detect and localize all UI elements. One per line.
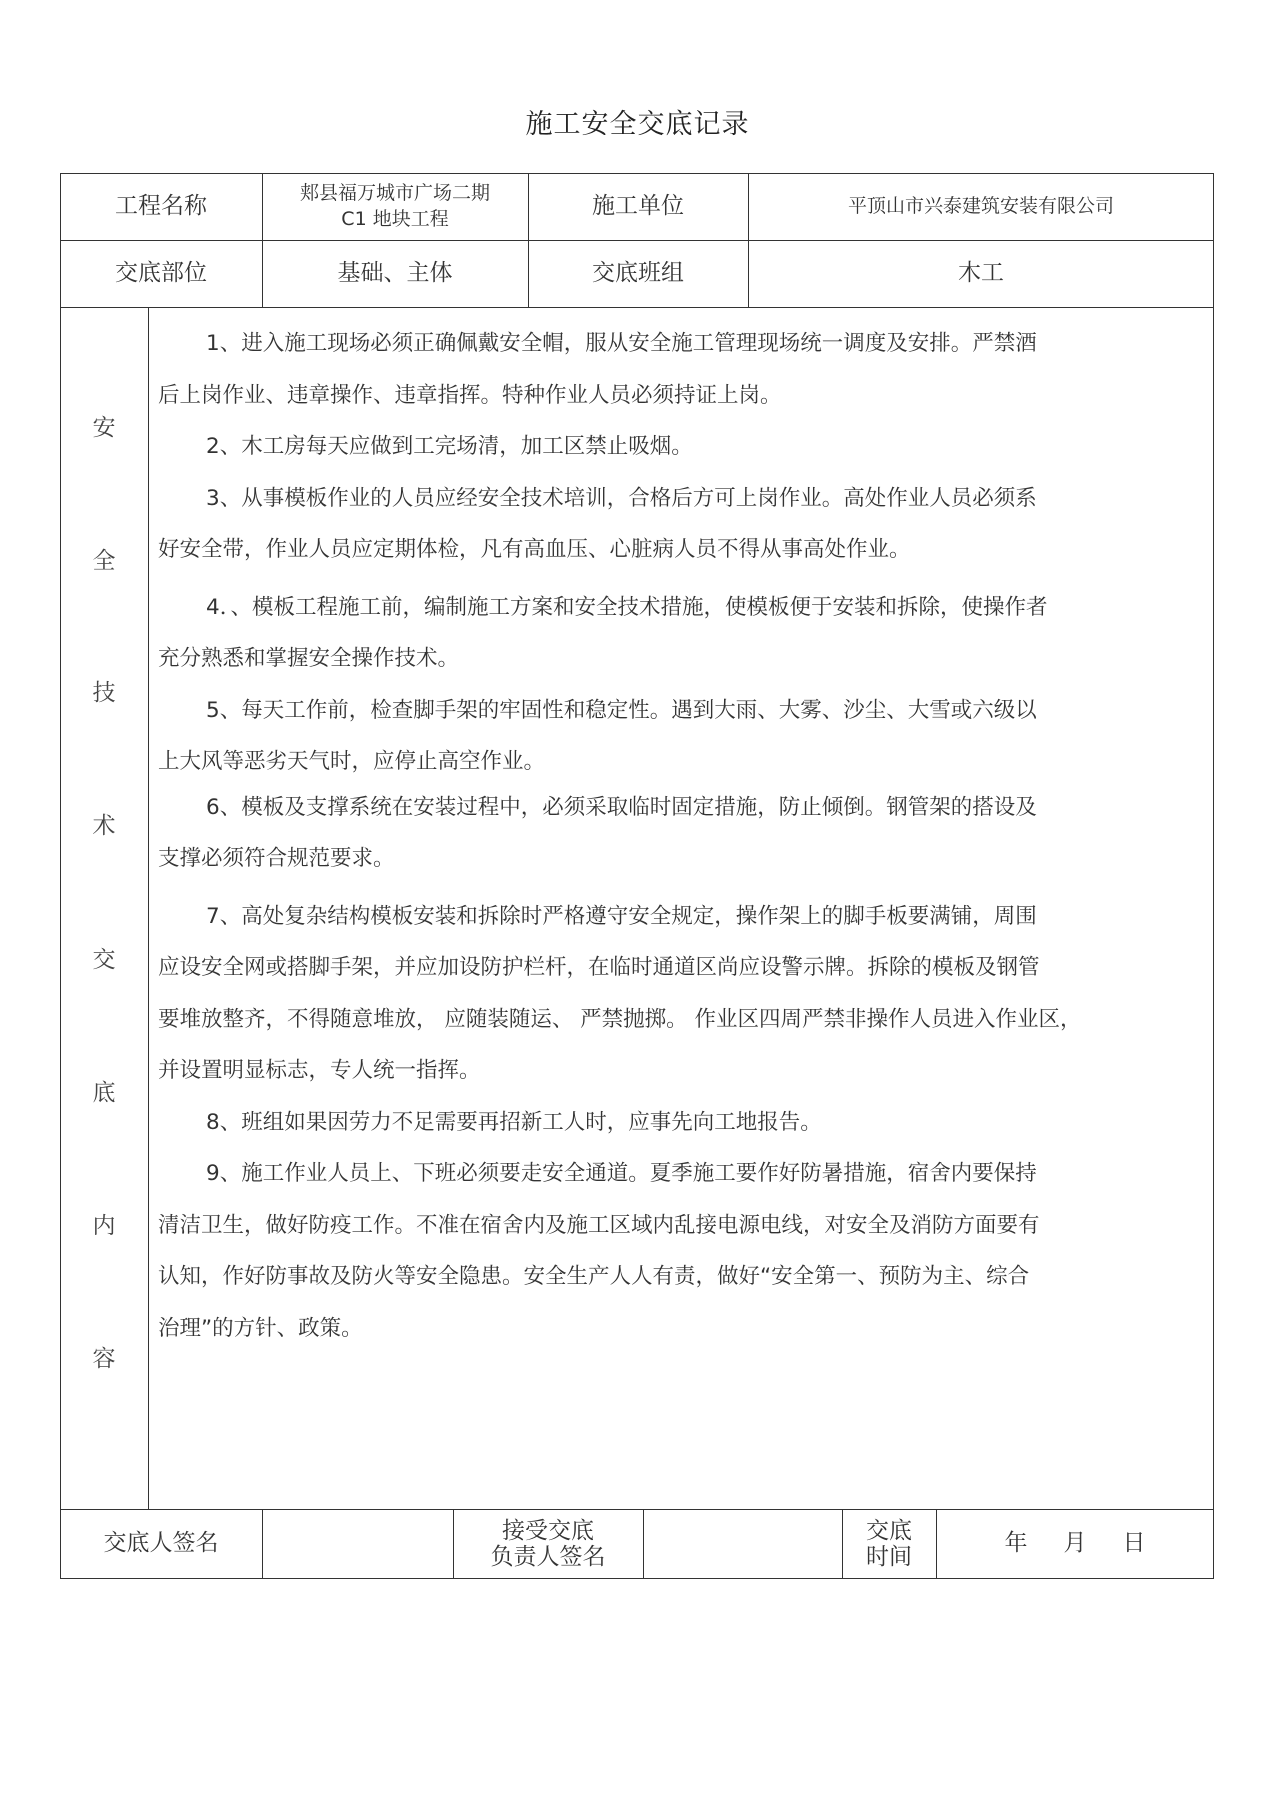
- item-number: 2: [206, 434, 220, 459]
- item-4-line-2: 充分熟悉和掌握安全操作技术。: [158, 646, 460, 671]
- item-number: 5: [206, 697, 220, 723]
- item-8-line-1: 8、班组如果因劳力不足需要再招新工人时，应事先向工地报告。: [206, 1109, 822, 1135]
- item-7-line-1: 7、高处复杂结构模板安装和拆除时严格遵守安全规定，操作架上的脚手板要满铺，周围: [206, 903, 1037, 929]
- side-label-char: 安: [92, 415, 116, 441]
- project-name-line1: 郏县福万城市广场二期: [299, 181, 490, 204]
- item-7-line-4: 并设置明显标志，专人统一指挥。: [158, 1058, 481, 1083]
- side-label-char: 容: [92, 1346, 116, 1372]
- handover-team-value: 木工: [958, 259, 1004, 286]
- item-number: 7: [206, 903, 220, 929]
- item-1-line-2: 后上岗作业、违章操作、违章指挥。特种作业人员必须持证上岗。: [158, 382, 782, 408]
- item-4-line-1: 4．、模板工程施工前，编制施工方案和安全技术措施，使模板便于安装和拆除，使操作者: [206, 594, 1048, 620]
- receiver-label-line1: 接受交底: [502, 1517, 594, 1544]
- item-number: 1: [206, 331, 220, 356]
- item-number: 4: [206, 594, 220, 620]
- side-label-char: 交: [92, 947, 116, 973]
- side-label: [60, 307, 148, 1507]
- handover-signer-label: 交底人签名: [103, 1530, 219, 1557]
- item-1-line-1: 1、进入施工现场必须正确佩戴安全帽，服从安全施工管理现场统一调度及安排。严禁酒: [206, 331, 1037, 356]
- date-month: 月: [1063, 1530, 1087, 1557]
- date-year: 年: [1004, 1530, 1028, 1557]
- item-number: 9: [206, 1161, 220, 1186]
- receiver-label-line2: 负责人签名: [490, 1544, 606, 1570]
- item-7-line-2: 应设安全网或搭脚手架，并应加设防护栏杆，在临时通道区尚应设警示牌。拆除的模板及钢管: [158, 955, 1040, 980]
- item-7-line-3: 要堆放整齐，不得随意堆放， 应随装随运、 严禁抛掷。 作业区四周严禁非操作人员进入作业区，: [158, 1006, 1082, 1032]
- item-9-line-2: 清洁卫生，做好防疫工作。不准在宿舍内及施工区域内乱接电源电线，对安全及消防方面要有: [158, 1212, 1040, 1238]
- handover-time-label: [842, 1509, 936, 1579]
- receiver-label: [453, 1509, 643, 1579]
- item-number: 6: [206, 794, 220, 820]
- item-number: 8: [206, 1109, 220, 1135]
- side-label-char: 全: [92, 548, 116, 574]
- item-5-line-2: 上大风等恶劣天气时，应停止高空作业。: [158, 749, 546, 774]
- item-9-line-4: 治理”的方针、政策。: [158, 1315, 363, 1341]
- date-day: 日: [1122, 1530, 1146, 1557]
- receiver-signature-field[interactable]: [643, 1509, 842, 1579]
- item-number: 3: [206, 485, 220, 511]
- item-3-line-2: 好安全带，作业人员应定期体检，凡有高血压、心脏病人员不得从事高处作业。: [158, 537, 911, 562]
- item-5-line-1: 5、每天工作前，检查脚手架的牢固性和稳定性。遇到大雨、大雾、沙尘、大雪或六级以: [206, 697, 1037, 723]
- handover-part-value: 基础、主体: [337, 259, 453, 286]
- handover-part-label: 交底部位: [115, 259, 207, 286]
- row-divider: [60, 307, 1214, 308]
- construction-unit-label: 施工单位: [592, 192, 684, 219]
- item-2-line-1: 2、木工房每天应做到工完场清，加工区禁止吸烟。: [206, 434, 693, 459]
- item-3-line-1: 3、从事模板作业的人员应经安全技术培训，合格后方可上岗作业。高处作业人员必须系: [206, 485, 1037, 511]
- handover-team-label: 交底班组: [592, 259, 684, 286]
- handover-date-field[interactable]: [936, 1509, 1214, 1579]
- column-divider: [148, 307, 149, 1509]
- construction-unit-value: 平顶山市兴泰建筑安装有限公司: [847, 194, 1114, 217]
- item-6-line-1: 6、模板及支撑系统在安装过程中，必须采取临时固定措施，防止倾倒。钢管架的搭设及: [206, 794, 1037, 820]
- project-name-label: 工程名称: [115, 192, 207, 219]
- project-name-line2: C1 地块工程: [341, 207, 449, 230]
- project-name-value: [262, 173, 528, 240]
- side-label-char: 内: [92, 1213, 116, 1239]
- item-9-line-3: 认知，作好防事故及防火等安全隐患。安全生产人人有责，做好“安全第一、预防为主、综合: [158, 1264, 1030, 1289]
- side-label-char: 技: [92, 680, 116, 706]
- item-6-line-2: 支撑必须符合规范要求。: [158, 846, 395, 871]
- item-9-line-1: 9、施工作业人员上、下班必须要走安全通道。夏季施工要作好防暑措施，宿舍内要保持: [206, 1161, 1037, 1186]
- time-label-line2: 时间: [866, 1544, 912, 1570]
- side-label-char: 术: [92, 813, 116, 839]
- handover-signature-field[interactable]: [262, 1509, 453, 1579]
- side-label-char: 底: [92, 1080, 116, 1106]
- safety-content: [158, 318, 1210, 1354]
- page-title: 施工安全交底记录: [525, 109, 750, 140]
- time-label-line1: 交底: [866, 1517, 912, 1544]
